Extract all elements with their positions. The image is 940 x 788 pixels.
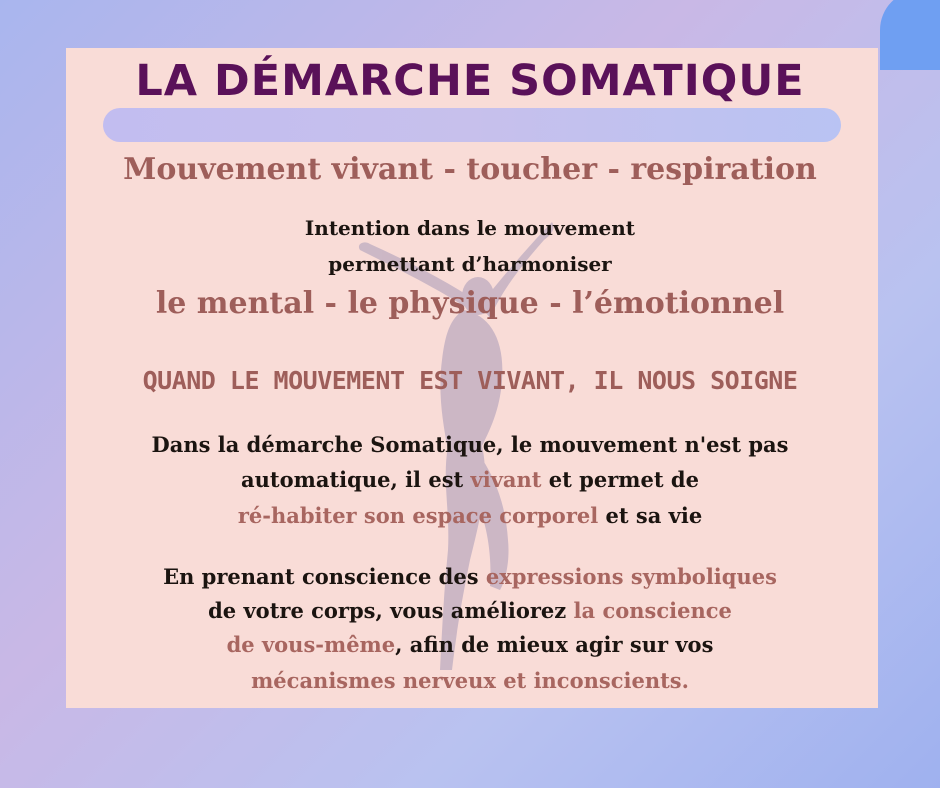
p2-l1-text-a: En prenant conscience des: [163, 564, 486, 589]
paragraph2-line-3: [0, 632, 940, 657]
p1-l2-text-a: automatique, il est: [241, 467, 471, 492]
p2-l3-highlight: de vous-même: [226, 632, 396, 657]
title-underline-bar: [103, 108, 841, 142]
paragraph2-line-2: [0, 598, 940, 623]
paragraph1-line-1: Dans la démarche Somatique, le mouvement n'est pas: [151, 432, 789, 457]
p2-l3-text-b: , afin de mieux agir sur vos: [395, 632, 714, 657]
paragraph2-line-1: [0, 564, 940, 589]
p1-l3-text-b: et sa vie: [598, 503, 703, 528]
subtitle: Mouvement vivant - toucher - respiration: [123, 152, 817, 187]
intro-line-2: permettant d’harmoniser: [328, 252, 612, 276]
paragraph1-line-2: [0, 467, 940, 492]
p2-l2-highlight: la conscience: [573, 598, 732, 623]
p1-l2-highlight: vivant: [470, 467, 542, 492]
slogan: QUAND LE MOUVEMENT EST VIVANT, IL NOUS SOIGNE: [142, 366, 798, 395]
p2-l1-highlight: expressions symboliques: [485, 564, 777, 589]
p1-l2-text-c: et permet de: [541, 467, 699, 492]
paragraph1-line-3: [0, 503, 940, 528]
p1-l3-highlight: ré-habiter son espace corporel: [237, 503, 599, 528]
page-title: LA DÉMARCHE SOMATIQUE: [135, 56, 805, 106]
p2-l2-text-a: de votre corps, vous améliorez: [208, 598, 574, 623]
intro-line-3: le mental - le physique - l’émotionnel: [155, 286, 785, 321]
intro-line-1: Intention dans le mouvement: [304, 216, 636, 240]
paragraph2-line-4: mécanismes nerveux et inconscients.: [251, 668, 689, 693]
